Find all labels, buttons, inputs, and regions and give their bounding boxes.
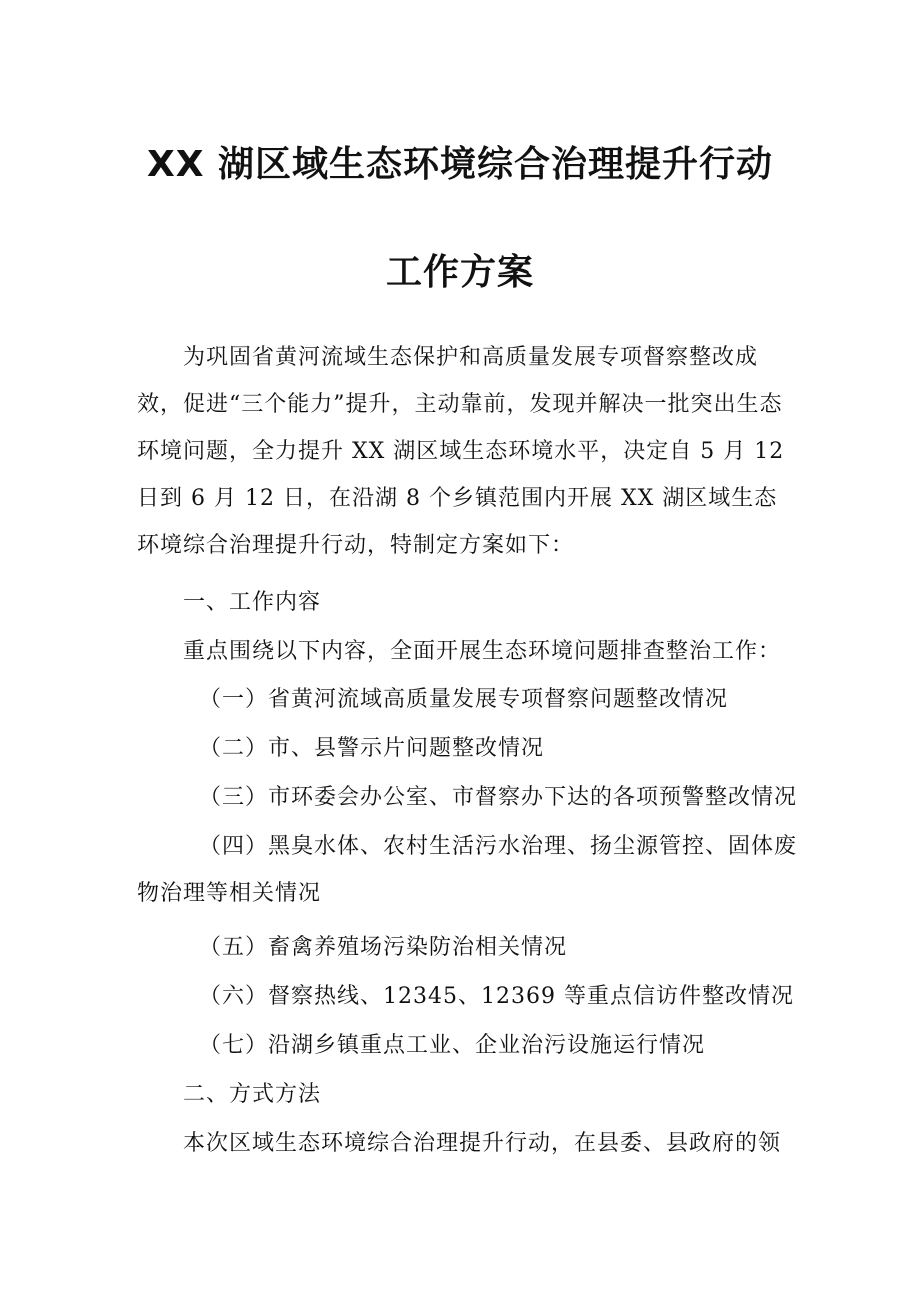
section-1-item-2: （二）市、县警示片问题整改情况 <box>199 736 545 761</box>
section-1-heading: 一、工作内容 <box>183 590 322 615</box>
section-2-lead: 本次区域生态环境综合治理提升行动，在县委、县政府的领 <box>183 1131 782 1156</box>
section-1-item-3: （三）市环委会办公室、市督察办下达的各项预警整改情况 <box>199 785 798 810</box>
section-1-item-7: （七）沿湖乡镇重点工业、企业治污设施运行情况 <box>199 1033 706 1058</box>
intro-paragraph: 为巩固省黄河流域生态保护和高质量发展专项督察整改成效，促进“三个能力”提升，主动靠前，发现并解决一批突出生态环境问题，全力提升 XX 湖区域生态环境水平，决定自 5 月 12 日到 6 月 12 日，在沿湖 8 个乡镇范围内开展 XX 湖区域生态环境综合治理提升行动，特制定方案如下： <box>137 345 785 558</box>
section-1-lead: 重点围绕以下内容，全面开展生态环境问题排查整治工作： <box>183 639 782 664</box>
section-2-heading: 二、方式方法 <box>183 1082 322 1107</box>
document-title-line1: XX 湖区域生态环境综合治理提升行动 <box>146 144 774 185</box>
section-1-item-4: （四）黑臭水体、农村生活污水治理、扬尘源管控、固体废物治理等相关情况 <box>137 834 798 906</box>
document-title-line2: 工作方案 <box>385 252 534 293</box>
section-1-item-5: （五）畜禽养殖场污染防治相关情况 <box>199 935 568 960</box>
section-1-item-1: （一）省黄河流域高质量发展专项督察问题整改情况 <box>199 687 729 712</box>
section-1-item-6: （六）督察热线、12345、12369 等重点信访件整改情况 <box>199 984 794 1009</box>
